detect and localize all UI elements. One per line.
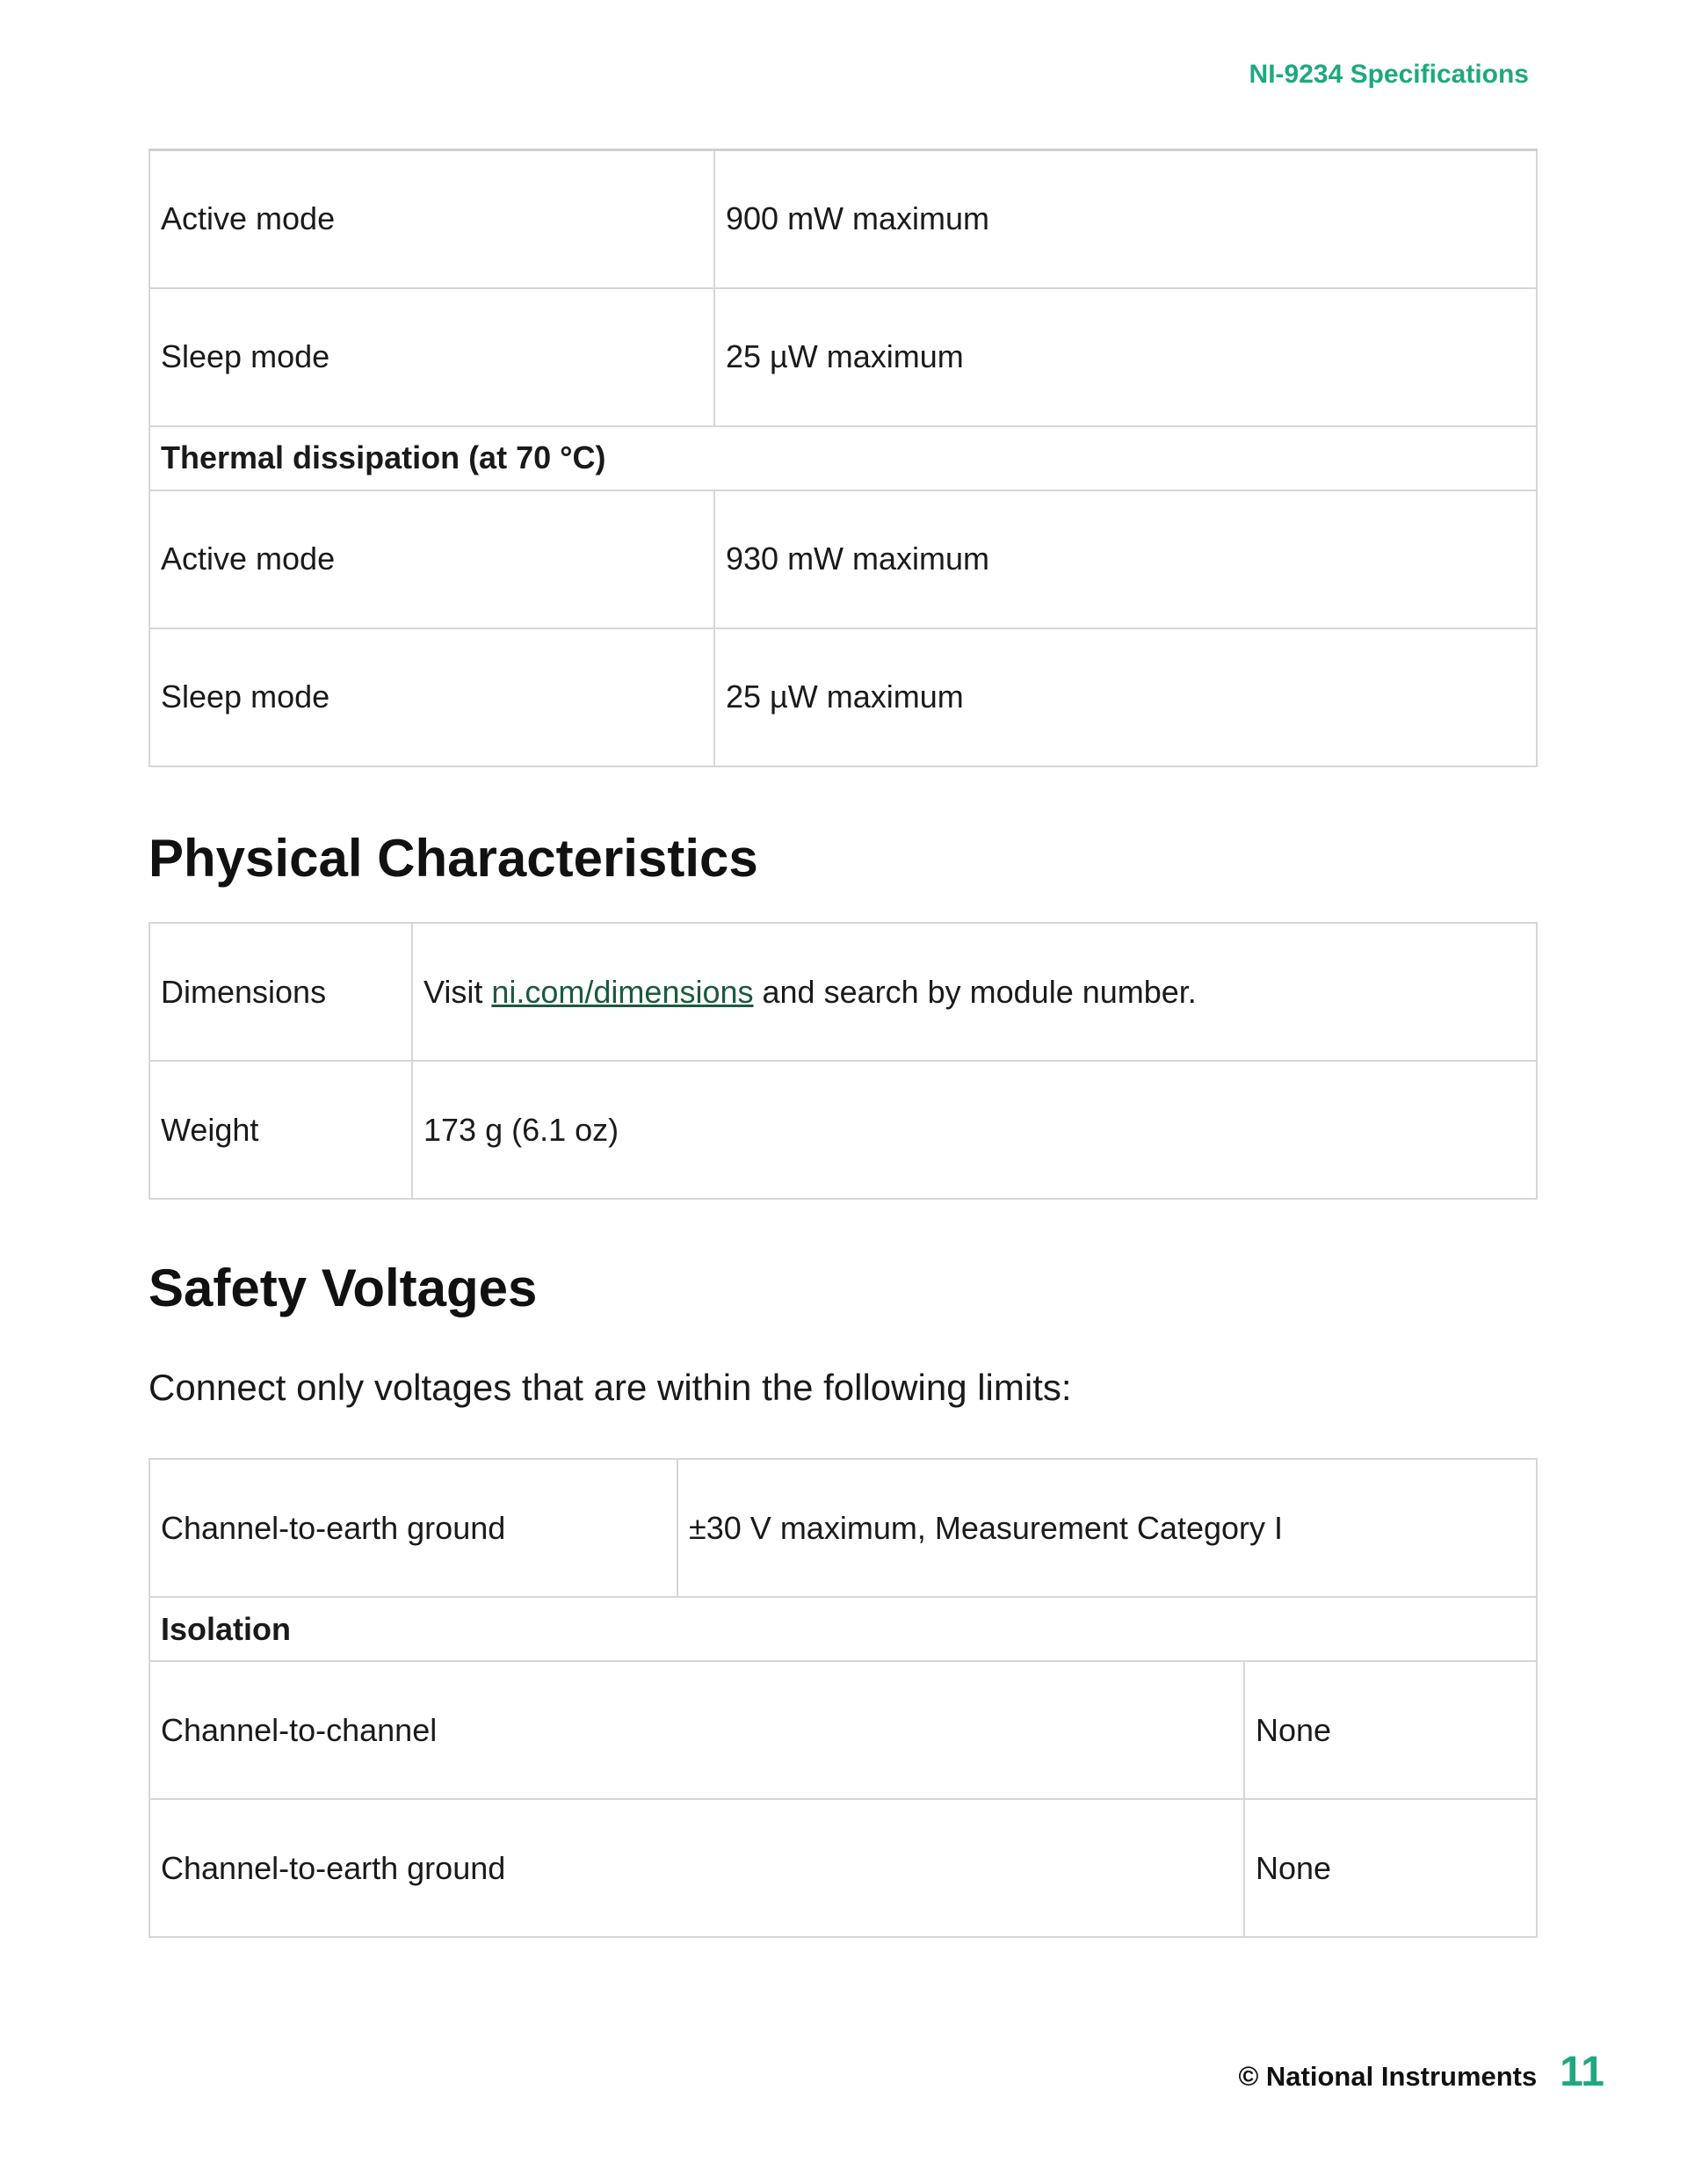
spec-value: None xyxy=(1244,1661,1537,1799)
section-heading-physical-characteristics: Physical Characteristics xyxy=(148,829,758,888)
spec-label: Channel-to-earth ground xyxy=(149,1799,1244,1937)
spec-value xyxy=(412,923,1537,1061)
table-group-row xyxy=(149,426,1537,490)
spec-value: ±30 V maximum, Measurement Category I xyxy=(677,1459,1537,1597)
table-row xyxy=(149,1799,1537,1937)
table-group-row xyxy=(149,1597,1537,1661)
spec-value: 930 mW maximum xyxy=(714,490,1537,628)
dimensions-suffix-text: and search by module number. xyxy=(753,973,1197,1010)
page-number: 11 xyxy=(1560,2049,1604,2095)
spec-value: 900 mW maximum xyxy=(714,150,1537,288)
spec-label: Weight xyxy=(149,1061,412,1199)
table-row xyxy=(149,150,1537,288)
dimensions-link[interactable]: ni.com/dimensions xyxy=(491,973,754,1010)
table-row xyxy=(149,923,1537,1061)
spec-label: Channel-to-earth ground xyxy=(149,1459,677,1597)
spec-value: 25 µW maximum xyxy=(714,628,1537,766)
power-spec-table xyxy=(148,149,1538,767)
footer-copyright: © National Instruments xyxy=(1238,2061,1538,2092)
page-header-title: NI-9234 Specifications xyxy=(1249,60,1529,89)
table-row xyxy=(149,490,1537,628)
spec-label: Channel-to-channel xyxy=(149,1661,1244,1799)
thermal-dissipation-group-label: Thermal dissipation (at 70 °C) xyxy=(149,426,1537,490)
safety-intro-text: Connect only voltages that are within the following limits: xyxy=(148,1367,1072,1408)
spec-value: 173 g (6.1 oz) xyxy=(412,1061,1537,1199)
spec-label: Active mode xyxy=(149,150,714,288)
spec-label: Active mode xyxy=(149,490,714,628)
isolation-group-label: Isolation xyxy=(149,1597,1537,1661)
page-footer xyxy=(1238,2048,1604,2096)
spec-label: Dimensions xyxy=(149,923,412,1061)
table-row xyxy=(149,1661,1537,1799)
table-row xyxy=(149,1061,1537,1199)
spec-label: Sleep mode xyxy=(149,628,714,766)
table-row xyxy=(149,628,1537,766)
safety-spec-table xyxy=(148,1458,1538,1938)
dimensions-prefix-text: Visit xyxy=(424,973,492,1010)
spec-label: Sleep mode xyxy=(149,288,714,426)
table-row xyxy=(149,1459,1537,1597)
table-row xyxy=(149,288,1537,426)
section-heading-safety-voltages: Safety Voltages xyxy=(148,1259,538,1317)
physical-spec-table xyxy=(148,922,1538,1200)
spec-value: 25 µW maximum xyxy=(714,288,1537,426)
spec-value: None xyxy=(1244,1799,1537,1937)
